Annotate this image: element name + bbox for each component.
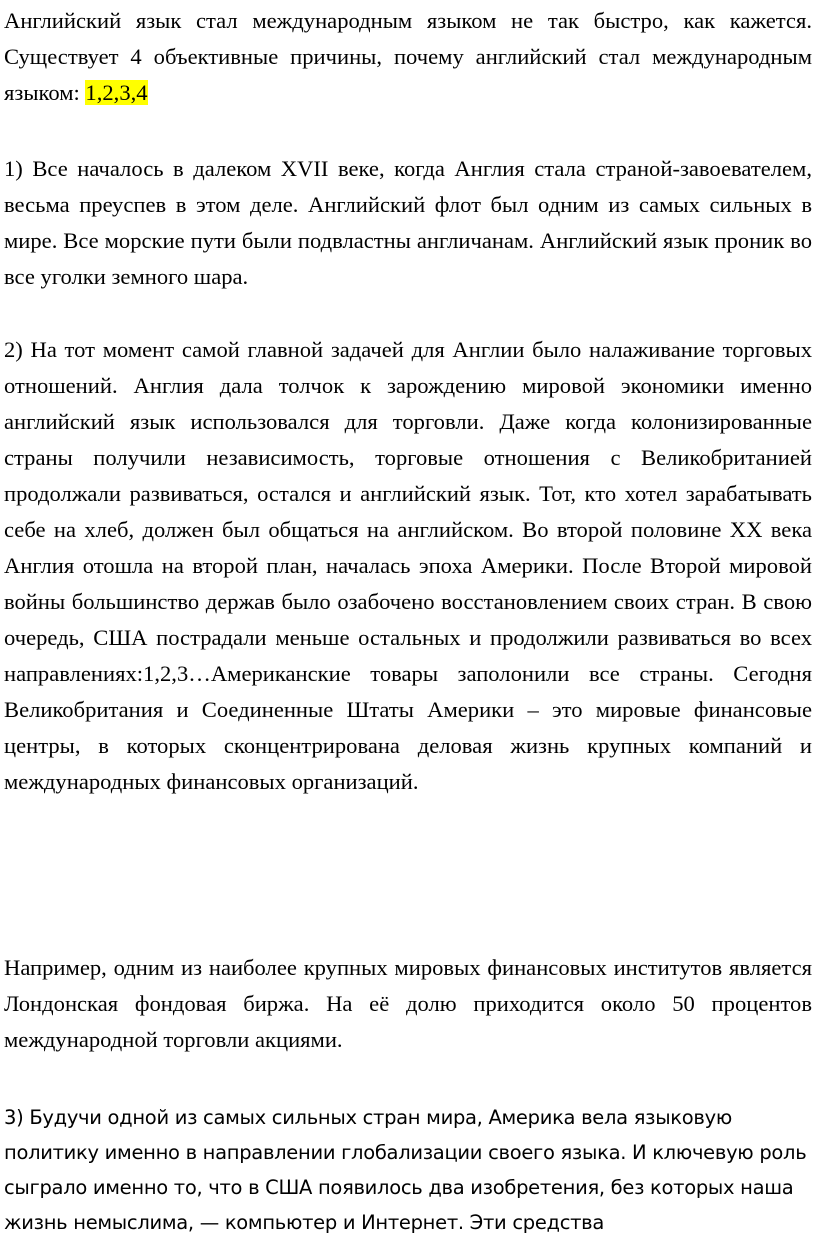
highlighted-numbers: 1,2,3,4 (85, 80, 148, 105)
paragraph-intro-text: Английский язык стал международным языком не так быстро, как кажется. Существует 4 объективные причины, почему английский стал международным языком: (4, 8, 812, 105)
paragraph-reason-1: 1) Все началось в далеком XVII веке, когда Англия стала страной-завоевателем, весьма преуспев в этом деле. Английский флот был одним из самых сильных в мире. Все морские пути были подвластны англичанам. Английский язык проник во все уголки земного шара. (4, 156, 812, 289)
paragraph-example: Например, одним из наиболее крупных мировых финансовых институтов является Лондонская фондовая биржа. На её долю приходится около 50 процентов международной торговли акциями. (4, 955, 812, 1052)
paragraph-intro (4, 3, 812, 111)
paragraph-reason-3: 3) Будучи одной из самых сильных стран мира, Америка вела языковую политику именно в направлении глобализации своего языка. И ключевую роль сыграло именно то, что в США появилось два изобретения, без которых наша жизнь немыслима, — компьютер и Интернет. Эти средства (4, 1106, 807, 1234)
paragraph-reason-2: 2) На тот момент самой главной задачей для Англии было налаживание торговых отношений. Англия дала толчок к зарождению мировой экономики именно английский язык использовался для торговли. Даже когда колонизированные страны получили независимость, торговые отношения с Великобританией продолжали развиваться, остался и английский язык. Тот, кто хотел зарабатывать себе на хлеб, должен был общаться на английском. Во второй половине XX века Англия отошла на второй план, началась эпоха Америки. После Второй мировой войны большинство держав было озабочено восстановлением своих стран. В свою очередь, США пострадали меньше остальных и продолжили развиваться во всех направлениях:1,2,3…Американские товары заполонили все страны. Сегодня Великобритания и Соединенные Штаты Америки – это мировые финансовые центры, в которых сконцентрирована деловая жизнь крупных компаний и международных финансовых организаций. (4, 337, 812, 794)
